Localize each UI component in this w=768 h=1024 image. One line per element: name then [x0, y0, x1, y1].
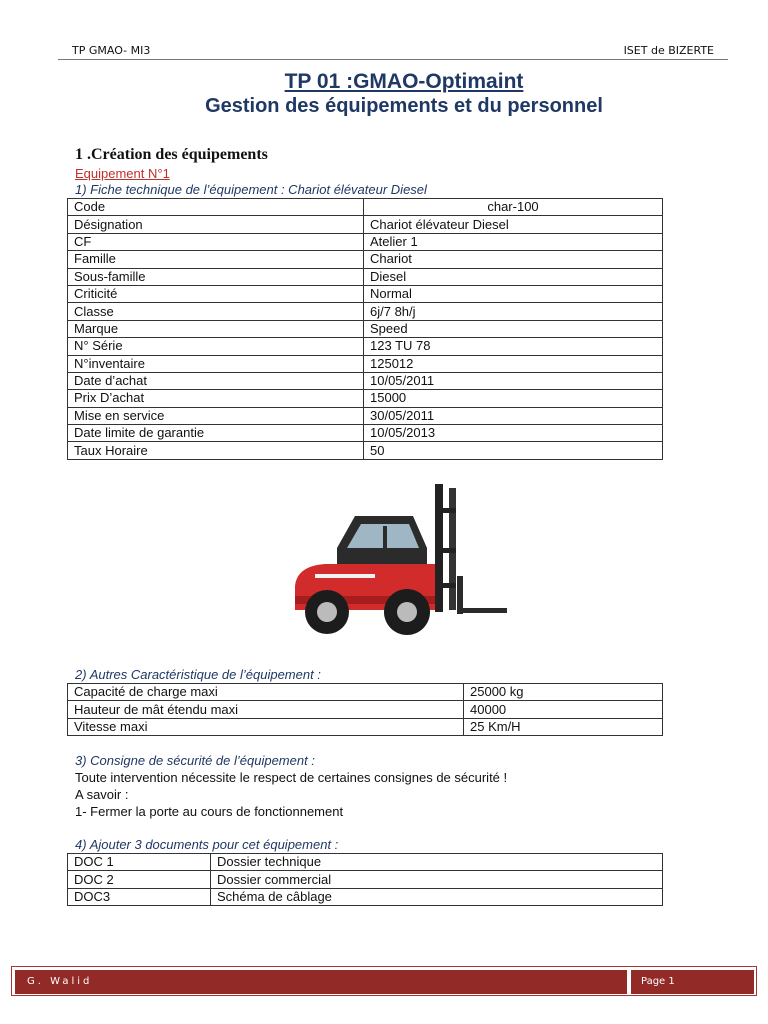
header-course: TP GMAO- MI3 — [72, 44, 151, 57]
table-row — [68, 216, 663, 233]
row-value: Speed — [364, 320, 663, 337]
securite-line: A savoir : — [75, 787, 129, 802]
documents-table — [67, 853, 663, 906]
fiche-technique-heading: 1) Fiche technique de l’équipement : Chariot élévateur Diesel — [75, 182, 427, 197]
row-value: 25 Km/H — [464, 718, 663, 735]
forklift-image — [285, 478, 515, 638]
row-label: Famille — [68, 251, 364, 268]
row-label: Code — [68, 199, 364, 216]
fiche-technique-table — [67, 198, 663, 460]
table-row — [68, 718, 663, 735]
equipment-number: Equipement N°1 — [75, 166, 170, 181]
row-label: Date d’achat — [68, 372, 364, 389]
row-value: 10/05/2013 — [364, 425, 663, 442]
row-label: Capacité de charge maxi — [68, 684, 464, 701]
row-label: Date limite de garantie — [68, 425, 364, 442]
row-value: 25000 kg — [464, 684, 663, 701]
table-row — [68, 390, 663, 407]
row-label: Désignation — [68, 216, 364, 233]
footer-author-bar — [15, 970, 627, 994]
row-label: Prix D’achat — [68, 390, 364, 407]
table-row — [68, 701, 663, 718]
row-value: 125012 — [364, 355, 663, 372]
table-row — [68, 251, 663, 268]
table-row — [68, 407, 663, 424]
row-value: Dossier commercial — [211, 871, 663, 888]
row-label: DOC 2 — [68, 871, 211, 888]
row-value: 15000 — [364, 390, 663, 407]
caracteristiques-table — [67, 683, 663, 736]
row-value: 123 TU 78 — [364, 338, 663, 355]
caracteristiques-heading: 2) Autres Caractéristique de l’équipement : — [75, 667, 321, 682]
row-label: Mise en service — [68, 407, 364, 424]
row-value: Diesel — [364, 268, 663, 285]
section-title: 1 .Création des équipements — [75, 146, 268, 163]
row-label: Criticité — [68, 285, 364, 302]
row-label: CF — [68, 233, 364, 250]
securite-heading: 3) Consigne de sécurité de l’équipement : — [75, 753, 315, 768]
row-value: 30/05/2011 — [364, 407, 663, 424]
table-row — [68, 425, 663, 442]
row-value: Chariot élévateur Diesel — [364, 216, 663, 233]
table-row — [68, 854, 663, 871]
table-row — [68, 338, 663, 355]
row-value: 40000 — [464, 701, 663, 718]
row-label: Taux Horaire — [68, 442, 364, 459]
row-value: 50 — [364, 442, 663, 459]
row-label: N°inventaire — [68, 355, 364, 372]
row-value: 10/05/2011 — [364, 372, 663, 389]
table-row — [68, 684, 663, 701]
page-footer — [11, 966, 757, 996]
table-row — [68, 888, 663, 905]
document-subtitle: Gestion des équipements et du personnel — [205, 95, 603, 117]
table-row — [68, 199, 663, 216]
securite-line: 1- Fermer la porte au cours de fonctionnement — [75, 804, 344, 819]
documents-heading: 4) Ajouter 3 documents pour cet équipement : — [75, 837, 339, 852]
table-row — [68, 442, 663, 459]
row-label: Sous-famille — [68, 268, 364, 285]
row-label: Vitesse maxi — [68, 718, 464, 735]
row-value: Dossier technique — [211, 854, 663, 871]
document-title: TP 01 :GMAO-Optimaint — [284, 70, 524, 93]
row-label: DOC3 — [68, 888, 211, 905]
footer-page-bar — [631, 970, 754, 994]
row-value: Chariot — [364, 251, 663, 268]
row-label: DOC 1 — [68, 854, 211, 871]
row-label: N° Série — [68, 338, 364, 355]
table-row — [68, 871, 663, 888]
table-row — [68, 320, 663, 337]
row-value: Atelier 1 — [364, 233, 663, 250]
header-institution: ISET de BIZERTE — [623, 44, 714, 57]
table-row — [68, 372, 663, 389]
row-value: Normal — [364, 285, 663, 302]
page-header — [58, 40, 728, 60]
footer-author: G. Walid — [27, 976, 93, 987]
row-label: Marque — [68, 320, 364, 337]
table-row — [68, 285, 663, 302]
row-value: 6j/7 8h/j — [364, 303, 663, 320]
table-row — [68, 355, 663, 372]
row-label: Classe — [68, 303, 364, 320]
securite-line: Toute intervention nécessite le respect de certaines consignes de sécurité ! — [75, 770, 508, 785]
footer-page-number: Page 1 — [641, 976, 675, 987]
table-row — [68, 268, 663, 285]
row-value: Schéma de câblage — [211, 888, 663, 905]
table-row — [68, 303, 663, 320]
table-row — [68, 233, 663, 250]
row-value: char-100 — [364, 199, 663, 216]
row-label: Hauteur de mât étendu maxi — [68, 701, 464, 718]
